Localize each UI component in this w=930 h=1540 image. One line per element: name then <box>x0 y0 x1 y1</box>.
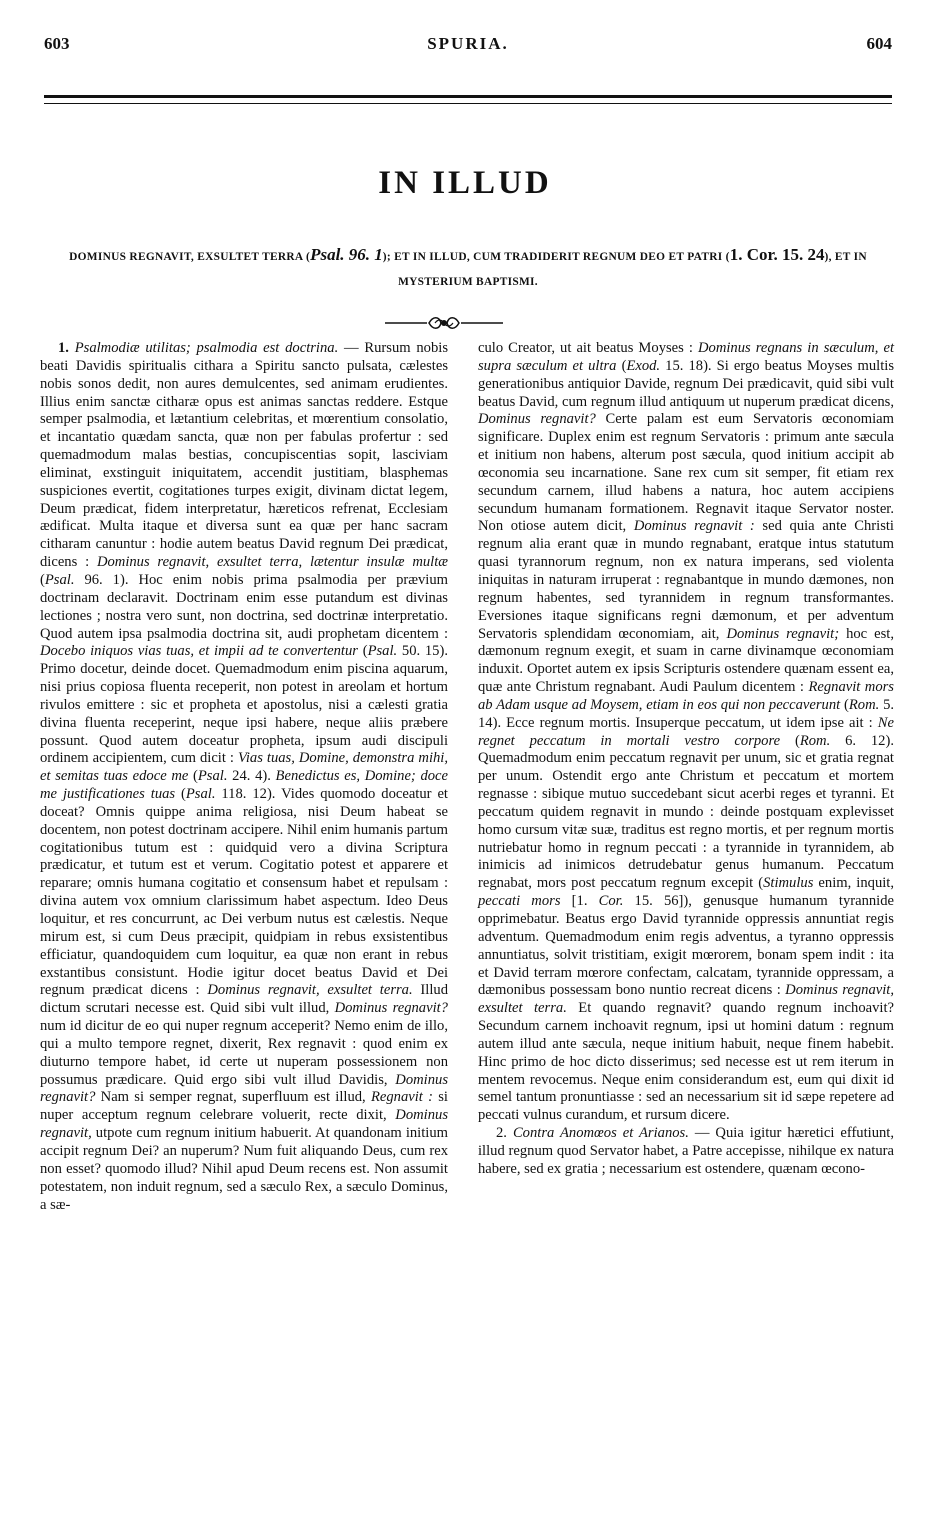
section-heading: Contra Anomœos et Arianos. <box>512 1125 689 1142</box>
body-text: ( <box>40 571 45 588</box>
body-text: utpote cum regnum initium habuerit. At quandonam initium accipit regnum Dei? an nuperum? Num fuit aliquando Deus, cum rex non esset? quomodo illud? Nihil apud Deum recens est. Non assumit potestatem, non induit regnum, sed a sæculo Rex, a sæculo Dominus, a sæ- <box>40 1125 448 1213</box>
scripture-quote: Dominus regnavit, exsultet terra, lætentur insulæ multæ <box>96 554 449 571</box>
subtitle-reference: Psal. 96. 1 <box>310 245 383 264</box>
section-heading: Psalmodiæ utilitas; psalmodia est doctrina. <box>74 340 339 356</box>
running-title: SPURIA. <box>427 34 509 53</box>
scripture-quote: Ne regnet peccatum in mortali vestro corpore <box>478 714 894 749</box>
scripture-quote: Dominus regnavit, <box>40 1107 448 1142</box>
body-text: ( <box>780 732 800 749</box>
header-double-rule <box>44 95 892 104</box>
scripture-quote: Benedictus es, Domine; doce me justificationes tuas <box>40 768 448 803</box>
citation-abbrev: Rom. <box>848 696 880 713</box>
body-text: ( <box>840 696 849 713</box>
body-text: — Quia igitur hæretici effutiunt, illud regnum quod Servator habet, a Patre accepisse, nihilque ex natura habere, sed ex gratia ; necessarium est ostendere, quænam œcono- <box>478 1125 895 1177</box>
citation-abbrev: Psal. <box>197 768 228 785</box>
subtitle-text: ); ET IN ILLUD, CUM TRADIDERIT REGNUM DEO ET PATRI ( <box>382 251 730 263</box>
body-text: ( <box>188 768 198 785</box>
body-text: ( <box>175 786 186 803</box>
body-text: — Rursum nobis beati Davidis spiritualis cithara a Spiritu sancto pulsata, cælestes nobis sonos dedit, non aures demulcentes, sed animam erudientes. Illius enim sanctæ citharæ opus est animas sanctas reddere. Estque semper psalmodia, et lætantium celebritas, et mœrentium consolatio, et incantatio quædam sancta, quæ non per fabulas profertur : sed quemadmodum malas bestias, concupiscentias sopit, lasciviam eliminat, exstinguit iniquitatem, accendit justitiam, blasphemas suspiciones evertit, cogitationes turpes exigit, divinam dictat legem, Deum prædicat, fidem interpretatur, hæreticos refrenat, Ecclesiam ædificat. Multa itaque et diversa sunt ea quæ per hanc sacram citharam canuntur : hodie autem beatus David regnum Dei prædicat, dicens : <box>40 340 448 571</box>
body-text: hoc est, dæmonum regnum exegit, et suam in carne divinamque œconomiam induxit. Oportet autem ex ipsis Scripturis ostendere quænam essent ea, quæ ante Christum regnabant. Audi Paulum dicentem : <box>478 625 895 696</box>
scripture-quote: Dominus regnavit? <box>478 411 596 428</box>
paragraph-2 <box>478 1125 894 1179</box>
scripture-quote: Dominus regnavit; <box>726 625 840 642</box>
body-text: 96. 1). Hoc enim nobis prima psalmodia per prævium doctrinam declaravit. Doctrinam enim esse putandum est divinas lectiones ; nostra vero sunt, non doctrina, sed doctrinæ interpretatio. Quod autem ipsa psalmodia doctrina sit, audi prophetam dicentem : <box>40 571 448 642</box>
citation-abbrev: Cor. <box>598 893 624 910</box>
paragraph-1-continued <box>478 340 894 1125</box>
body-text: sed quia ante Christi regnum alia erant quæ in mundo regnabant, eratque intus statutum quasi tyrannorum regnum, non ex natura imperans, sed violenta iniquitas in naturam irruperat : regnabantque in mundo dæmones, non regnum habentes, sed tyrannidem in regnum transformantes. Eversiones itaque significans regni dæmonum, et per adventum Servatoris splendidam œconomiam, ait, <box>478 518 894 642</box>
fleuron-ornament-icon <box>385 314 503 332</box>
body-text: 50. 15). Primo docetur, deinde docet. Quemadmodum enim piscina aquarum, nisi prius copiosa fluenta receperit, non potest in areolam et hortum rivulos emittere : sic et propheta et apostolus, nisi a cælesti gratia divina fluenta receperint, neque ipsi habere, neque aliis præbere possunt. Quod autem doceatur propheta, ipsum audi discipuli ordinem accipientem, cum dicit : <box>40 643 448 767</box>
citation-abbrev: Psal. <box>44 571 75 588</box>
scripture-quote: Dominus regnans in sæculum, et supra sæculum et ultra <box>478 340 895 374</box>
body-text: Nam si semper regnat, superfluum est illud, <box>95 1089 371 1106</box>
running-header <box>44 34 892 58</box>
paragraph-number: 2. <box>496 1125 513 1142</box>
scripture-quote: Docebo iniquos vias tuas, et impii ad te convertentur <box>40 643 358 660</box>
body-text: 6. 12). Quemadmodum enim peccatum regnavit per unum, sic et gratia regnat per unum. Ostendit ergo ante Christum et peccatum et mortem regnasse : sibique mutuo succedebant sicut acerbi reges et tyranni. Et peccatum quidem regnavit in mundo : deinde postquam explevisset homo cursum vitæ suæ, traditus est regno mortis, et per regnum mortis nutriebatur homo in regnum peccati : a tyrannide in tyrannidem, ab inimicis ad inimicos detrudebatur genus humanum. Peccatum regnabat, mors post peccatum regnum excepit ( <box>478 732 894 892</box>
body-text: Illud dictum scrutari necesse est. Quid sibi vult illud, <box>40 982 448 1017</box>
body-text: ( <box>357 643 368 660</box>
left-page-number: 603 <box>44 34 70 53</box>
paragraph-1 <box>40 340 448 1214</box>
body-text: enim, inquit, <box>813 875 894 892</box>
citation-abbrev: Exod. <box>626 357 661 374</box>
citation-abbrev: Rom. <box>799 732 831 749</box>
body-text: Et quando regnavit? quando regnum inchoavit? Secundum carnem inchoavit regnum, ipsi ut homini datum : regnum autem illud ante sæcula, neque initium habuit, neque finem habebit. Hinc primo de hoc dicto disserimus; sed necesse est ut rem iterum in mentem revocemus. Neque enim considerandum est, eum qui dixit id semel tantum pronuntiasse : sed an necessarium sit id sæpe repetere ad peccati vulnus curandum, et rursum dicere. <box>478 1000 894 1124</box>
body-text: 15. 18). Si ergo beatus Moyses multis generationibus antiquior Davide, regnum Dei prædicavit, quid sibi vult beatus David, cum regnum illud antiquum ut nuperum prædicat dicens, <box>478 357 895 410</box>
scripture-quote: Dominus regnavit : <box>633 518 755 535</box>
page-title: IN ILLUD <box>378 165 552 201</box>
citation-abbrev: Psal. <box>367 643 398 660</box>
body-text: si nuper acceptum regnum celebrare voluerit, recte dixit, <box>40 1089 448 1124</box>
scripture-quote: Dominus regnavit, exsultet terra. <box>207 982 413 999</box>
body-text: num id dicitur de eo qui nuper regnum acceperit? Nemo enim de illo, qui a multo tempore regnet, dixerit, Rex regnavit : quod enim ex diuturno tempore habet, id certe ut nuperam possessionem non possumus prædicare. Quid ergo sibi vult illud Davidis, <box>40 1018 448 1088</box>
title-subtitle <box>40 242 896 295</box>
right-text-column <box>478 340 894 1179</box>
scripture-quote: Dominus regnavit? <box>40 1071 448 1106</box>
scripture-quote: Stimulus <box>763 875 814 892</box>
body-text: Certe palam est eum Servatoris œconomiam significare. Duplex enim est regnum Servatoris : primum ante sæcula et initium non habens, alterum post sæcula, quod initium accipit ab œconomia seu incarnatione. Sane rex cum sit semper, fit etiam rex secundum carnem, illud habens a natura, hoc autem accipiens secundum humanam formationem. Regnavit itaque Servator noster. Non otiose autem dicit, <box>478 411 894 535</box>
right-page-number: 604 <box>866 34 892 53</box>
left-text-column <box>40 340 448 1214</box>
body-text: [1. <box>560 893 599 910</box>
body-text: 118. 12). Vides quomodo doceatur et doceat? Omnis quippe anima religiosa, nisi Deum habeat se docentem, non potest doctrinam accipere. Nihil enim humanis partum cogitationibus tutum est : quidquid vero a divina Scriptura prædicatur, et tutum est et verum. Cogitatio potest et apparere et reparare; omnis humana cogitatio et consensum habet et repulsam : divina autem vox omnium clarissimum habet aspectum. Ideo Deus loquitur, et res concurrunt, ac Dei verbum nutus est cælestis. Neque mirum est, si cum Deus præcipit, quidpiam in rebus exsistentibus efficiatur, quandoquidem cum loquitur, ea quæ non erant in rebus exstantibus consistunt. Hodie igitur docet beatus David et Dei regnum prædicat dicens : <box>40 786 448 999</box>
body-text: 24. 4). <box>227 768 276 785</box>
body-text: ( <box>616 357 627 374</box>
scripture-quote: Vias tuas, Domine, demonstra mihi, et semitas tuas edoce me <box>40 750 449 785</box>
subtitle-reference: 1. Cor. 15. 24 <box>729 245 825 264</box>
citation-abbrev: Psal. <box>185 786 216 803</box>
paragraph-number: 1. <box>58 340 75 356</box>
subtitle-text: ), ET IN MYSTERIUM BAPTISMI. <box>398 251 867 288</box>
body-text: 15. 56]), genusque humanum tyrannide opprimebatur. Beatus ergo David tyrannide oppressis annuntiat regis adventum. Quemadmodum enim regis adventus, a tyranno oppressis annuntiatus, solvit tristitiam, exigit mœrorem, bonam spem indit : ita et David terram mœrore confectam, calcatam, tyrannide oppressam, a dæmonibus possessam bono nuntio recreat dicens : <box>478 893 895 999</box>
subtitle-text: DOMINUS REGNAVIT, EXSULTET TERRA ( <box>69 251 311 263</box>
scripture-quote: Dominus regnavit? <box>334 1000 448 1017</box>
body-text: 5. 14). Ecce regnum mortis. Insuperque peccatum, ut idem ipse ait : <box>478 696 895 731</box>
scripture-quote: Regnavit : <box>370 1089 433 1106</box>
scripture-quote: Regnavit mors ab Adam usque ad Moysem, etiam in eos qui non peccaverunt <box>478 679 894 713</box>
scripture-quote: peccati mors <box>478 893 561 910</box>
body-text: culo Creator, ut ait beatus Moyses : <box>478 340 698 356</box>
scripture-quote: Dominus regnavit, exsultet terra. <box>478 982 895 1017</box>
